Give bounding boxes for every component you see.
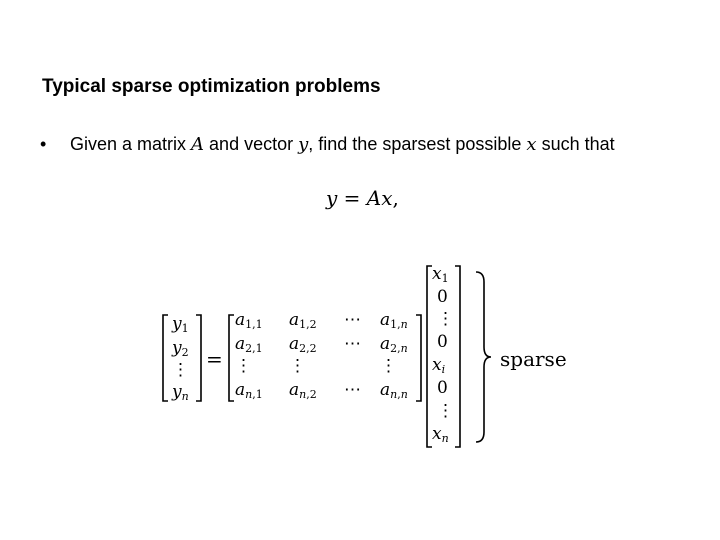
a-matrix-entry: ⋮ <box>289 356 306 376</box>
a-matrix-entry: ⋯ <box>344 380 361 400</box>
bullet-marker: • <box>40 134 47 154</box>
sparse-brace <box>476 272 491 442</box>
var-x: x <box>526 134 537 155</box>
a-matrix-entry: $a_{1,n}$ <box>380 310 408 331</box>
a-matrix-entry: $a_{n,1}$ <box>235 380 263 401</box>
x-vector-entry: $x_1$ <box>432 264 449 285</box>
a-matrix-entry: ⋮ <box>380 356 397 376</box>
a-right-bracket <box>416 315 421 401</box>
a-matrix-entry: $a_{1,1}$ <box>235 310 263 331</box>
var-a: A <box>191 134 205 155</box>
eq-trail: , <box>392 186 399 210</box>
x-vector-entry: $x_n$ <box>432 424 449 445</box>
a-matrix-entry: $a_{2,n}$ <box>380 334 408 355</box>
a-matrix-entry: $a_{2,2}$ <box>289 334 317 355</box>
x-vector-entry: 0 <box>437 332 448 352</box>
y-left-bracket <box>163 315 168 401</box>
y-vector-entry: ⋮ <box>172 360 189 380</box>
bullet-text-1: Given a matrix <box>70 134 192 154</box>
a-matrix-entry: ⋮ <box>235 356 252 376</box>
equals-sign: = <box>206 347 223 371</box>
slide-title: Typical sparse optimization problems <box>42 76 381 97</box>
x-vector-entry: 0 <box>437 378 448 398</box>
var-y: y <box>298 134 309 155</box>
a-matrix-entry: $a_{n,2}$ <box>289 380 317 401</box>
bullet-text-3: , find the sparsest possible <box>308 134 527 154</box>
x-vector-entry: ⋮ <box>437 309 454 329</box>
x-right-bracket <box>455 266 460 447</box>
a-matrix-entry: ⋯ <box>344 310 361 330</box>
x-vector-entry: 0 <box>437 287 448 307</box>
a-left-bracket <box>229 315 234 401</box>
y-right-bracket <box>196 315 201 401</box>
eq-rhs: Ax <box>366 186 393 210</box>
y-vector-entry: $y_2$ <box>172 338 189 359</box>
sparse-label: sparse <box>500 347 567 371</box>
y-vector-entry: $y_n$ <box>172 382 189 403</box>
bullet-text-2: and vector <box>204 134 299 154</box>
a-matrix-entry: $a_{1,2}$ <box>289 310 317 331</box>
a-matrix-entry: $a_{2,1}$ <box>235 334 263 355</box>
y-vector-entry: $y_1$ <box>172 314 189 335</box>
a-matrix-entry: ⋯ <box>344 334 361 354</box>
a-matrix-entry: $a_{n,n}$ <box>380 380 408 401</box>
x-vector-entry: $x_i$ <box>432 355 446 376</box>
eq-lhs: y <box>326 186 338 210</box>
bullet-text-4: such that <box>536 134 615 154</box>
x-vector-entry: ⋮ <box>437 401 454 421</box>
eq-op: = <box>337 186 367 210</box>
